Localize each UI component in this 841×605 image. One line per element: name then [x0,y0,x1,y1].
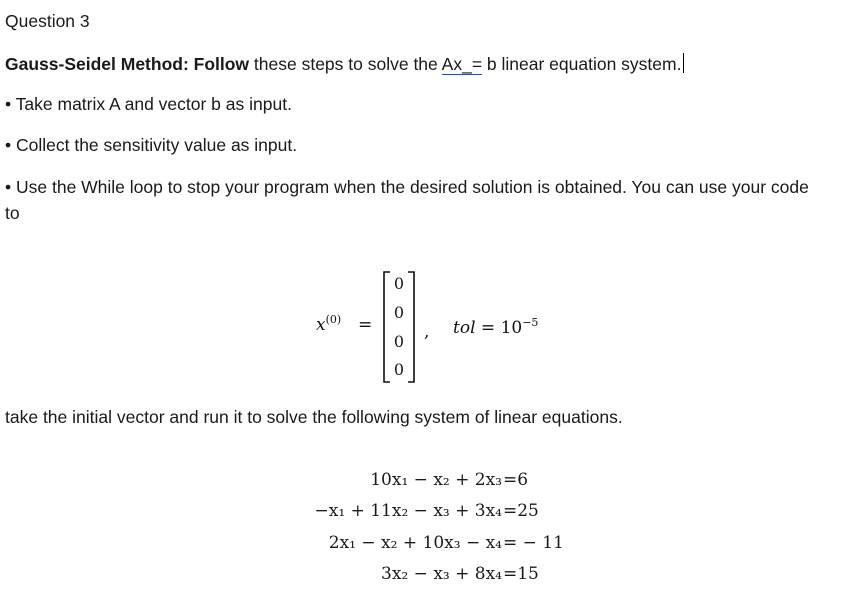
intro-underlined-text: Ax_= [441,54,483,74]
equals-sign: = [358,315,373,335]
intro-text-after: b linear equation system. [482,54,682,74]
equation-rhs: =15 [503,564,539,584]
vector-entry: 0 [393,332,405,351]
vector-entry: 0 [393,360,405,379]
intro-text-before: these steps to solve the [249,54,442,74]
bullet-item: • Use the While loop to stop your program when the desired solution is obtained. You can use your code to [5,177,809,223]
equation-rhs: =6 [503,470,529,490]
initial-vector-lhs: $x^{(0)}$ [316,313,342,335]
equation-rhs: =25 [503,501,539,521]
intro-paragraph [5,53,684,75]
instruction-text: take the initial vector and run it to solve the following system of linear equations. [5,407,623,427]
tolerance-expression: tol = $10^{-5}$ [453,316,539,338]
bullet-item: • Take matrix A and vector b as input. [5,94,292,114]
vector-entry: 0 [393,303,405,322]
equation-lhs: 2x₁ − x₂ + 10x₃ − x₄ [328,533,502,553]
equation-lhs: −x₁ + 11x₂ − x₃ + 3x₄ [314,501,502,521]
bullet-item: • Collect the sensitivity value as input. [5,135,298,155]
equation-lhs: 3x₂ − x₃ + 8x₄ [381,564,502,584]
equation-lhs: 10x₁ − x₂ + 2x₃ [370,470,502,490]
question-title: Question 3 [5,11,90,31]
vector-entry: 0 [393,274,405,293]
text-cursor [683,53,684,73]
intro-bold-text: Gauss-Seidel Method: Follow [5,54,250,74]
equation-rhs: = − 11 [503,533,564,553]
separator-comma: , [424,322,430,342]
